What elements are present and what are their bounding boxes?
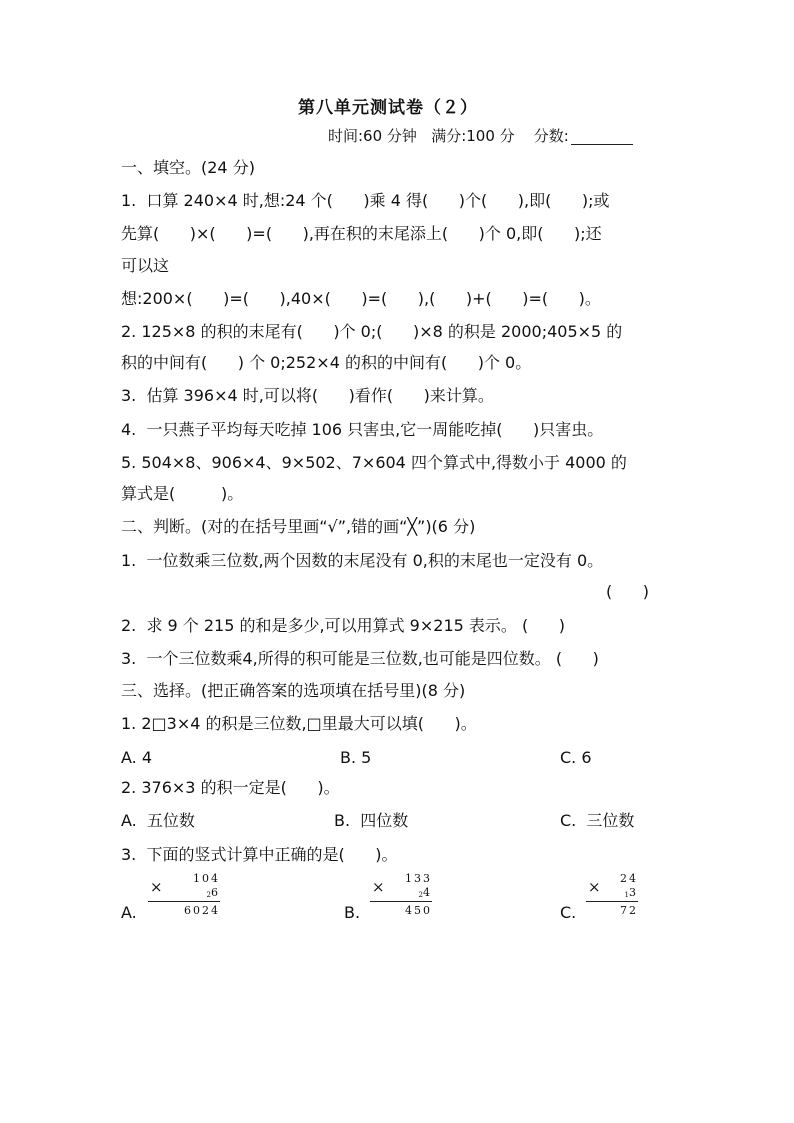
s1-line-1: 1. 口算 240×4 时,想:24 个( )乘 4 得( )个( ),即( );或 <box>121 191 610 210</box>
s1-line-7: 3. 估算 396×4 时,可以将( )看作( )来计算。 <box>121 386 494 405</box>
s3-q3-label-c: C. <box>560 903 577 922</box>
vertical-calc-c <box>586 872 638 920</box>
calc-b-times: × <box>372 878 385 896</box>
s2-q3: 3. 一个三位数乘4,所得的积可能是三位数,也可能是四位数。 ( ) <box>121 649 599 668</box>
s3-q2-option-c: C. 三位数 <box>560 811 635 830</box>
calc-c-bar <box>586 901 638 902</box>
calc-a-top: 104 <box>193 872 220 885</box>
calc-b-top: 133 <box>405 872 432 885</box>
s1-line-9: 5. 504×8、906×4、9×502、7×604 四个算式中,得数小于 4000 的 <box>121 453 627 472</box>
s3-q1-option-c: C. 6 <box>560 748 592 767</box>
vertical-calc-b <box>370 872 432 920</box>
calc-c-times: × <box>588 878 601 896</box>
page-title: 第八单元测试卷（２） <box>298 98 478 118</box>
section2-heading: 二、判断。(对的在括号里画“√”,错的画“╳”)(6 分) <box>121 517 476 536</box>
s3-q2-option-b: B. 四位数 <box>334 811 409 830</box>
calc-c-carry: 1 <box>624 891 629 899</box>
calc-b-result: 450 <box>405 904 432 917</box>
s3-q3-label-b: B. <box>344 903 361 922</box>
s3-q1-option-a: A. 4 <box>121 748 153 767</box>
s1-line-4: 想:200×( )=( ),40×( )=( ),( )+( )=( )。 <box>121 289 601 308</box>
s3-q3-label-a: A. <box>121 903 137 922</box>
calc-a-bar <box>148 901 220 902</box>
vertical-calc-a <box>148 872 220 920</box>
s1-line-10: 算式是( )。 <box>121 484 244 503</box>
s1-line-2: 先算( )×( )=( ),再在积的末尾添上( )个 0,即( );还 <box>121 224 602 243</box>
section3-heading: 三、选择。(把正确答案的选项填在括号里)(8 分) <box>121 681 466 700</box>
exam-meta <box>328 126 633 146</box>
s2-q2: 2. 求 9 个 215 的和是多少,可以用算式 9×215 表示。 ( ) <box>121 616 565 635</box>
calc-b-carry: 2 <box>418 891 423 899</box>
calc-a-times: × <box>150 878 163 896</box>
s3-q1: 1. 2□3×4 的积是三位数,□里最大可以填( )。 <box>121 714 477 733</box>
exam-meta-text: 时间:60 分钟 满分:100 分 分数: <box>328 127 569 145</box>
score-blank[interactable] <box>571 130 633 145</box>
calc-c-mult: 3 <box>629 886 638 899</box>
s1-line-3: 可以这 <box>121 256 170 275</box>
s3-q1-option-b: B. 5 <box>340 748 372 767</box>
calc-a-result: 6024 <box>184 904 220 917</box>
calc-c-top: 24 <box>620 872 638 885</box>
s3-q2: 2. 376×3 的积一定是( )。 <box>121 778 340 797</box>
s3-q2-option-a: A. 五位数 <box>121 811 195 830</box>
s2-q1-paren: ( ) <box>606 582 649 601</box>
calc-a-carry: 2 <box>206 891 211 899</box>
calc-c-result: 72 <box>620 904 638 917</box>
s2-q1: 1. 一位数乘三位数,两个因数的末尾没有 0,积的末尾也一定没有 0。 <box>121 551 604 570</box>
section1-heading: 一、填空。(24 分) <box>121 158 255 177</box>
s3-q3: 3. 下面的竖式计算中正确的是( )。 <box>121 845 398 864</box>
s1-line-6: 积的中间有( ) 个 0;252×4 的积的中间有( )个 0。 <box>121 353 532 372</box>
calc-a-mult: 6 <box>211 886 220 899</box>
s1-line-8: 4. 一只燕子平均每天吃掉 106 只害虫,它一周能吃掉( )只害虫。 <box>121 420 604 439</box>
calc-b-bar <box>370 901 432 902</box>
calc-b-mult: 4 <box>423 886 432 899</box>
s1-line-5: 2. 125×8 的积的末尾有( )个 0;( )×8 的积是 2000;405×5 的 <box>121 322 623 341</box>
